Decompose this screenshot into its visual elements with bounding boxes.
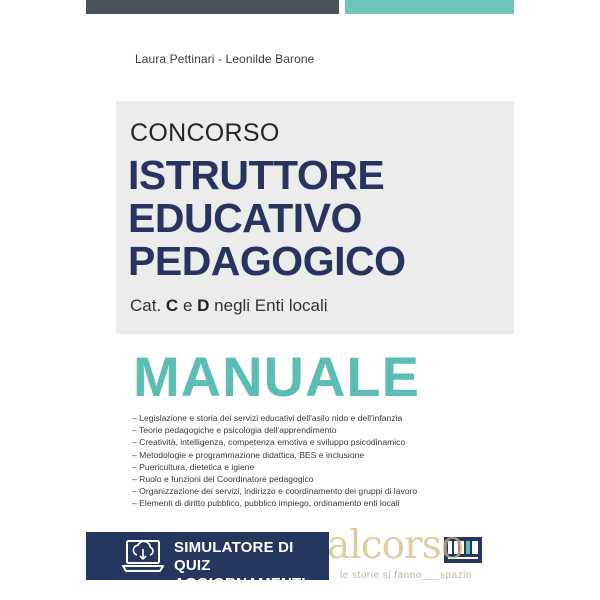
subtitle-conj: e — [182, 296, 193, 315]
watermark-name: alcorso — [327, 523, 464, 568]
topic-item: – Elementi di diritto pubblico, pubblico impiego, ordinamento enti locali — [132, 497, 417, 509]
topic-item: – Puericultura, dietetica e igiene — [132, 461, 417, 473]
simulator-banner — [86, 532, 329, 592]
subtitle-suffix: negli Enti locali — [214, 296, 328, 315]
subtitle-cat-1: C — [165, 296, 179, 315]
topic-item: – Organizzazione dei servizi, indirizzo e coordinamento dei gruppi di lavoro — [132, 485, 417, 497]
subtitle-prefix: Cat. — [130, 296, 162, 315]
topic-item: – Teorie pedagogiche e psicologia dell'apprendimento — [132, 424, 417, 436]
topic-item: – Legislazione e storia dei servizi educativi dell'asilo nido e dell'infanzia — [132, 412, 417, 424]
authors: Laura Pettinari - Leonilde Barone — [135, 52, 315, 66]
type-label: MANUALE — [133, 345, 420, 408]
topic-item: – Metodologie e programmazione didattica, BES e inclusione — [132, 449, 417, 461]
series-label: CONCORSO — [130, 119, 280, 147]
title-line-2: EDUCATIVO — [128, 195, 362, 241]
simulator-line-2: AGGIORNAMENTI — [174, 575, 306, 592]
watermark-tagline: le storie si fanno___spazio — [340, 570, 472, 581]
top-bar-dark — [86, 0, 339, 14]
title-line-1: ISTRUTTORE — [128, 152, 385, 198]
simulator-line-1: SIMULATORE DI QUIZ — [174, 539, 294, 574]
subtitle — [130, 296, 328, 316]
topic-item: – Creatività, intelligenza, competenza emotiva e sviluppo psicodinamico — [132, 436, 417, 448]
laptop-download-icon — [122, 538, 164, 576]
book-cover — [86, 0, 514, 600]
topic-item: – Ruolo e funzioni del Coordinatore pedagogico — [132, 473, 417, 485]
subtitle-cat-2: D — [197, 296, 210, 315]
title-box — [116, 101, 514, 334]
topic-list — [132, 412, 417, 510]
title-line-3: PEDAGOGICO — [128, 238, 406, 284]
simulator-text — [174, 539, 329, 593]
top-bar-teal — [345, 0, 514, 14]
